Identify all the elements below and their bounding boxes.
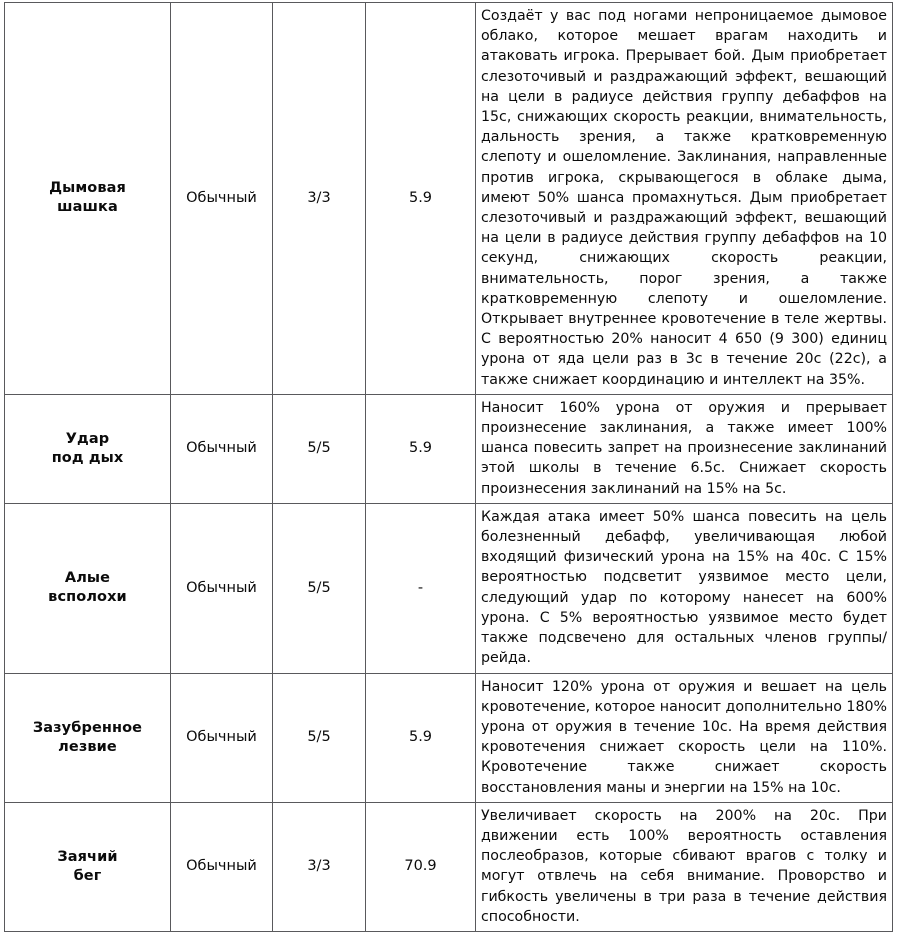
ability-name-line-1: Дымовая bbox=[49, 180, 126, 197]
ability-cost-cell: 5.9 bbox=[366, 3, 476, 395]
ability-name-line-2: всполохи bbox=[48, 589, 127, 606]
ability-name-cell bbox=[5, 3, 171, 395]
ability-table bbox=[4, 2, 893, 932]
ability-name-line-1: Зазубренное bbox=[32, 719, 143, 736]
table-row bbox=[5, 3, 893, 395]
ability-description-text: Наносит 160% урона от оружия и прерывает произнесение заклинания, а также имеет 100% шанса повесить запрет на произнесение заклинаний этой школы в течение 6.5с. Снижает скорость произнесения заклинаний на 15% на 5с. bbox=[481, 399, 887, 497]
ability-cost-cell: 5.9 bbox=[366, 673, 476, 802]
ability-rarity-cell: Обычный bbox=[171, 503, 273, 673]
ability-ranks-cell: 5/5 bbox=[273, 394, 366, 503]
table-row bbox=[5, 503, 893, 673]
ability-name-line-2: шашка bbox=[57, 199, 118, 216]
table-row bbox=[5, 394, 893, 503]
ability-ranks-cell: 5/5 bbox=[273, 673, 366, 802]
ability-rarity-cell: Обычный bbox=[171, 394, 273, 503]
ability-ranks-cell: 3/3 bbox=[273, 3, 366, 395]
ability-name-cell bbox=[5, 394, 171, 503]
ability-name-cell bbox=[5, 802, 171, 931]
ability-name-line-1: Удар bbox=[65, 430, 110, 447]
ability-name-line-1: Заячий bbox=[57, 848, 118, 865]
ability-rarity-cell: Обычный bbox=[171, 802, 273, 931]
ability-description-text: Создаёт у вас под ногами непроницаемое дымовое облако, которое мешает врагам находить и атаковать игрока. Прерывает бой. Дым приобретает слезоточивый и раздражающий эффект, вешающий на цели в радиусе действия группу дебаффов на 15с, снижающих скорость реакции, внимательность, дальность зрения, а также кратковременную слепоту и ошеломление. Заклинания, направленные против игрока, скрывающегося в облаке дыма, имеют 50% шанса промахнуться. Дым приобретает слезоточивый и раздражающий эффект, вешающий на цели в радиусе действия группу дебаффов на 10 секунд, снижающих скорость реакции, внимательность, порог зрения, а также кратковременную слепоту и ошеломление. Открывает внутреннее кровотечение в теле жертвы. С вероятностью 20% наносит 4 650 (9 300) единиц урона от яда цели раз в 3с в течение 20с (22с), а также снижает координацию и интеллект на 35%. bbox=[481, 8, 887, 388]
table-row bbox=[5, 802, 893, 931]
ability-description-text: Каждая атака имеет 50% шанса повесить на цель болезненный дебафф, увеличивающая любой входящий физический урона на 15% на 40с. С 15% вероятностью подсветит уязвимое место цели, следующий удар по которому нанесет на 600% урона. С 5% вероятностью уязвимое место будет также подсвечено для остальных членов группы/рейда. bbox=[481, 508, 887, 667]
ability-name-cell bbox=[5, 673, 171, 802]
ability-ranks-cell: 5/5 bbox=[273, 503, 366, 673]
ability-cost-cell: 5.9 bbox=[366, 394, 476, 503]
ability-description-cell bbox=[476, 3, 893, 395]
ability-rarity-cell: Обычный bbox=[171, 3, 273, 395]
ability-name-line-2: бег bbox=[73, 867, 102, 884]
ability-name-cell bbox=[5, 503, 171, 673]
ability-cost-cell: 70.9 bbox=[366, 802, 476, 931]
ability-description-cell bbox=[476, 503, 893, 673]
ability-description-text: Наносит 120% урона от оружия и вешает на цель кровотечение, которое наносит дополнительно 180% урона от оружия в течение 10с. На время действия кровотечения снижает скорость цели на 110%. Кровотечение также снижает скорость восстановления маны и энергии на 15% на 10с. bbox=[481, 678, 887, 796]
ability-name-line-2: лезвие bbox=[58, 738, 117, 755]
ability-description-cell bbox=[476, 673, 893, 802]
ability-description-text: Увеличивает скорость на 200% на 20с. При движении есть 100% вероятность оставления послеобразов, которые сбивают врагов с толку и могут отвлечь на себя внимание. Проворство и гибкость увеличены в три раза в течение действия способности. bbox=[481, 807, 887, 925]
ability-name-line-1: Алые bbox=[64, 570, 111, 587]
ability-name-line-2: под дых bbox=[51, 449, 124, 466]
ability-table-body bbox=[5, 3, 893, 932]
table-row bbox=[5, 673, 893, 802]
ability-description-cell bbox=[476, 802, 893, 931]
ability-ranks-cell: 3/3 bbox=[273, 802, 366, 931]
ability-description-cell bbox=[476, 394, 893, 503]
ability-cost-cell: - bbox=[366, 503, 476, 673]
ability-rarity-cell: Обычный bbox=[171, 673, 273, 802]
